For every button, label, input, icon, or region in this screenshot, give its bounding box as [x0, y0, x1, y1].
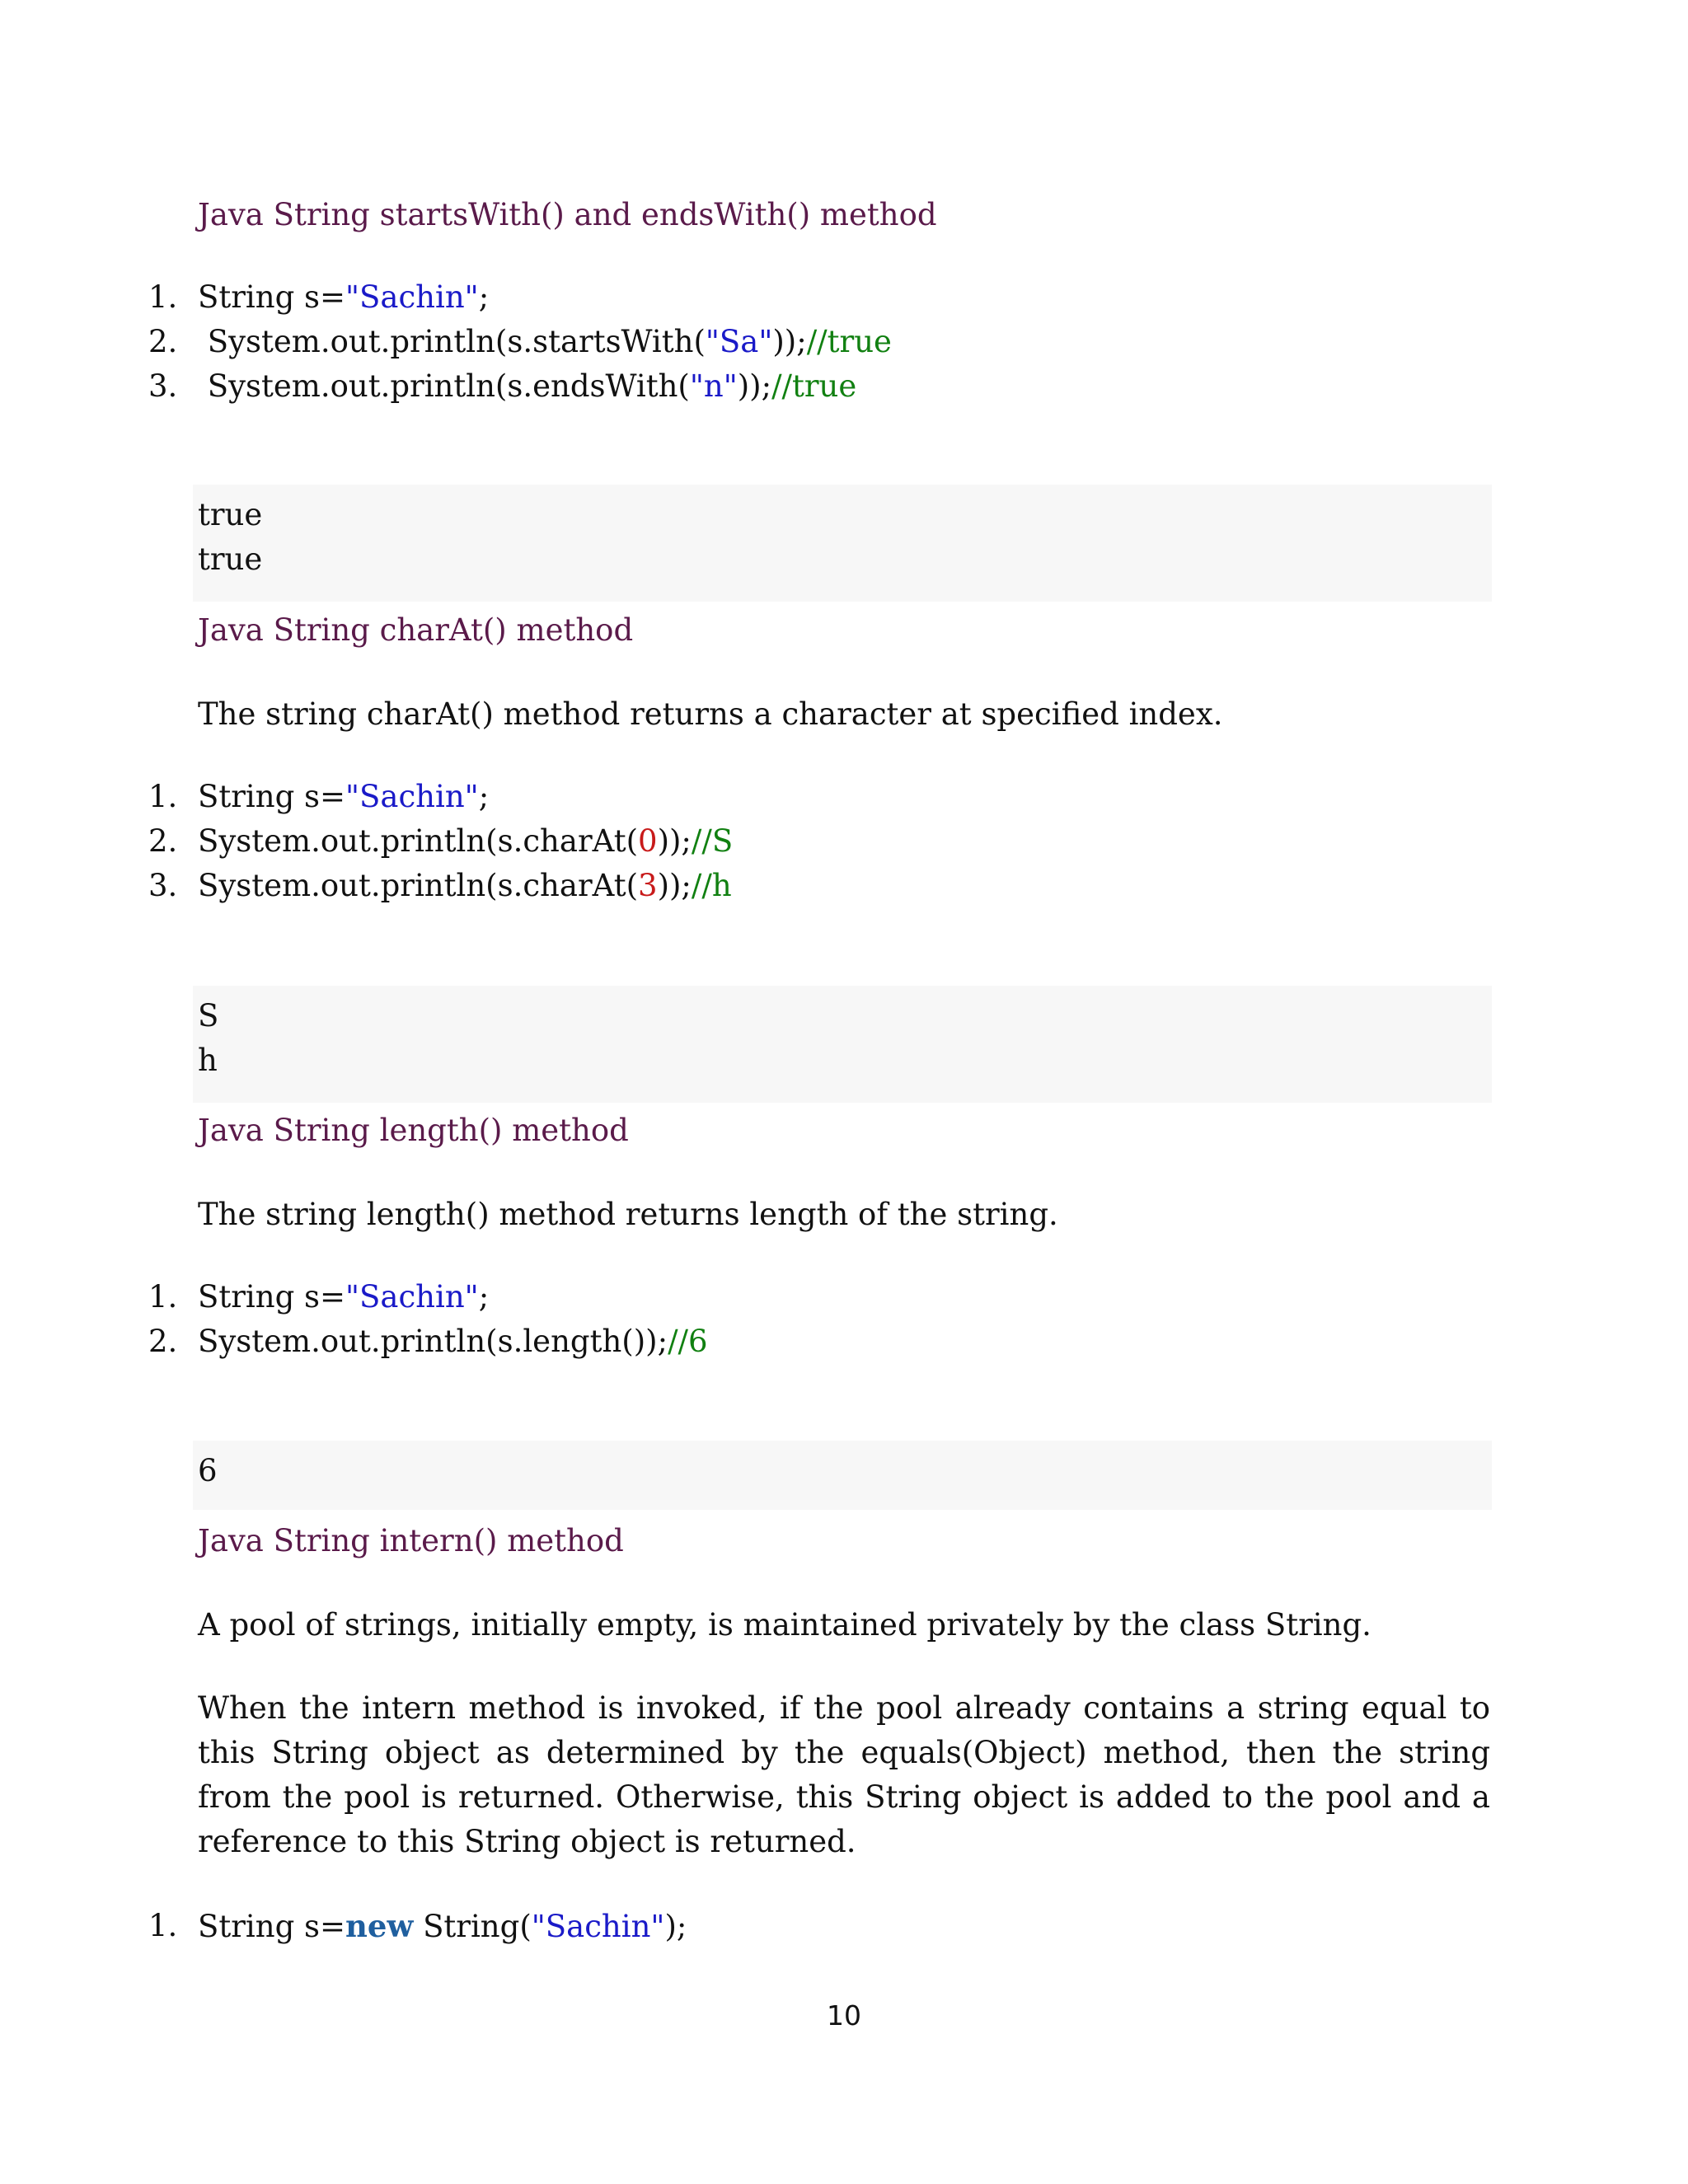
- heading-intern: Java String intern() method: [198, 1523, 624, 1558]
- string-literal: "Sachin": [345, 779, 479, 814]
- code-text: ));: [772, 324, 807, 359]
- code-block-length: [140, 1275, 708, 1364]
- code-comment: //h: [691, 868, 732, 903]
- line-number: 1.: [148, 779, 178, 814]
- number-literal: 3: [638, 868, 658, 903]
- code-text: String(: [413, 1909, 532, 1944]
- string-literal: "Sachin": [531, 1909, 665, 1944]
- code-text: System.out.println(s.charAt(: [198, 868, 639, 903]
- code-text: String s=: [198, 779, 346, 814]
- output-box-charat: [193, 986, 1492, 1103]
- output-line: 6: [198, 1453, 218, 1488]
- code-block-startswith: [140, 275, 892, 409]
- code-text: String s=: [198, 1279, 346, 1315]
- line-number: 3.: [148, 868, 178, 903]
- line-number: 1.: [148, 1279, 178, 1315]
- keyword-new: new: [345, 1908, 414, 1944]
- string-literal: "Sa": [705, 324, 773, 359]
- code-text: ));: [657, 868, 692, 903]
- line-number: 1.: [148, 1908, 178, 1943]
- code-line: [140, 1319, 708, 1364]
- output-line: true: [198, 497, 263, 532]
- description-length: The string length() method returns length of the string.: [198, 1197, 1058, 1232]
- code-text: System.out.println(s.endsWith(: [198, 368, 690, 404]
- code-line: [140, 320, 892, 364]
- code-comment: //true: [771, 368, 857, 404]
- code-text: ));: [657, 823, 692, 859]
- heading-length: Java String length() method: [198, 1113, 629, 1148]
- code-text: System.out.println(s.charAt(: [198, 823, 639, 859]
- line-number: 1.: [148, 279, 178, 315]
- number-literal: 0: [638, 823, 658, 859]
- heading-startswith-endswith: Java String startsWith() and endsWith() method: [198, 197, 937, 232]
- code-text: ;: [478, 279, 490, 315]
- code-text: String s=: [198, 279, 346, 315]
- code-line: [140, 864, 733, 908]
- description-charat: The string charAt() method returns a character at specified index.: [198, 696, 1223, 732]
- output-line: S: [198, 998, 219, 1033]
- code-text: ));: [737, 368, 772, 404]
- code-line: [140, 1904, 687, 1949]
- output-box-startswith: [193, 485, 1492, 602]
- code-block-charat: [140, 775, 733, 908]
- line-number: 2.: [148, 1324, 178, 1359]
- code-text: );: [664, 1909, 687, 1944]
- string-literal: "n": [689, 368, 738, 404]
- description-intern-1: A pool of strings, initially empty, is maintained privately by the class String.: [198, 1607, 1372, 1643]
- code-comment: //true: [806, 324, 892, 359]
- code-text: System.out.println(s.length());: [198, 1324, 668, 1359]
- output-line: h: [198, 1043, 218, 1078]
- output-box-length: [193, 1441, 1492, 1510]
- heading-charat: Java String charAt() method: [198, 612, 634, 648]
- description-intern-2: When the intern method is invoked, if the pool already contains a string equal to this String object as determined by the equals(Object) method, then the string from the pool is returned. Otherwise, this String object is added to the pool and a reference to this String object is returned.: [198, 1690, 1490, 1859]
- line-number: 2.: [148, 324, 178, 359]
- page-number: 10: [827, 1999, 861, 2032]
- output-line: true: [198, 541, 263, 577]
- code-line: [140, 819, 733, 864]
- code-line: [140, 1275, 708, 1319]
- code-block-intern: [140, 1904, 687, 1949]
- line-number: 2.: [148, 823, 178, 859]
- code-comment: //S: [691, 823, 734, 859]
- code-text: ;: [478, 779, 490, 814]
- code-line: [140, 275, 892, 320]
- line-number: 3.: [148, 368, 178, 404]
- string-literal: "Sachin": [345, 1279, 479, 1315]
- code-line: [140, 775, 733, 819]
- string-literal: "Sachin": [345, 279, 479, 315]
- code-text: System.out.println(s.startsWith(: [198, 324, 706, 359]
- code-line: [140, 364, 892, 409]
- code-text: ;: [478, 1279, 490, 1315]
- code-text: String s=: [198, 1909, 346, 1944]
- code-comment: //6: [668, 1324, 708, 1359]
